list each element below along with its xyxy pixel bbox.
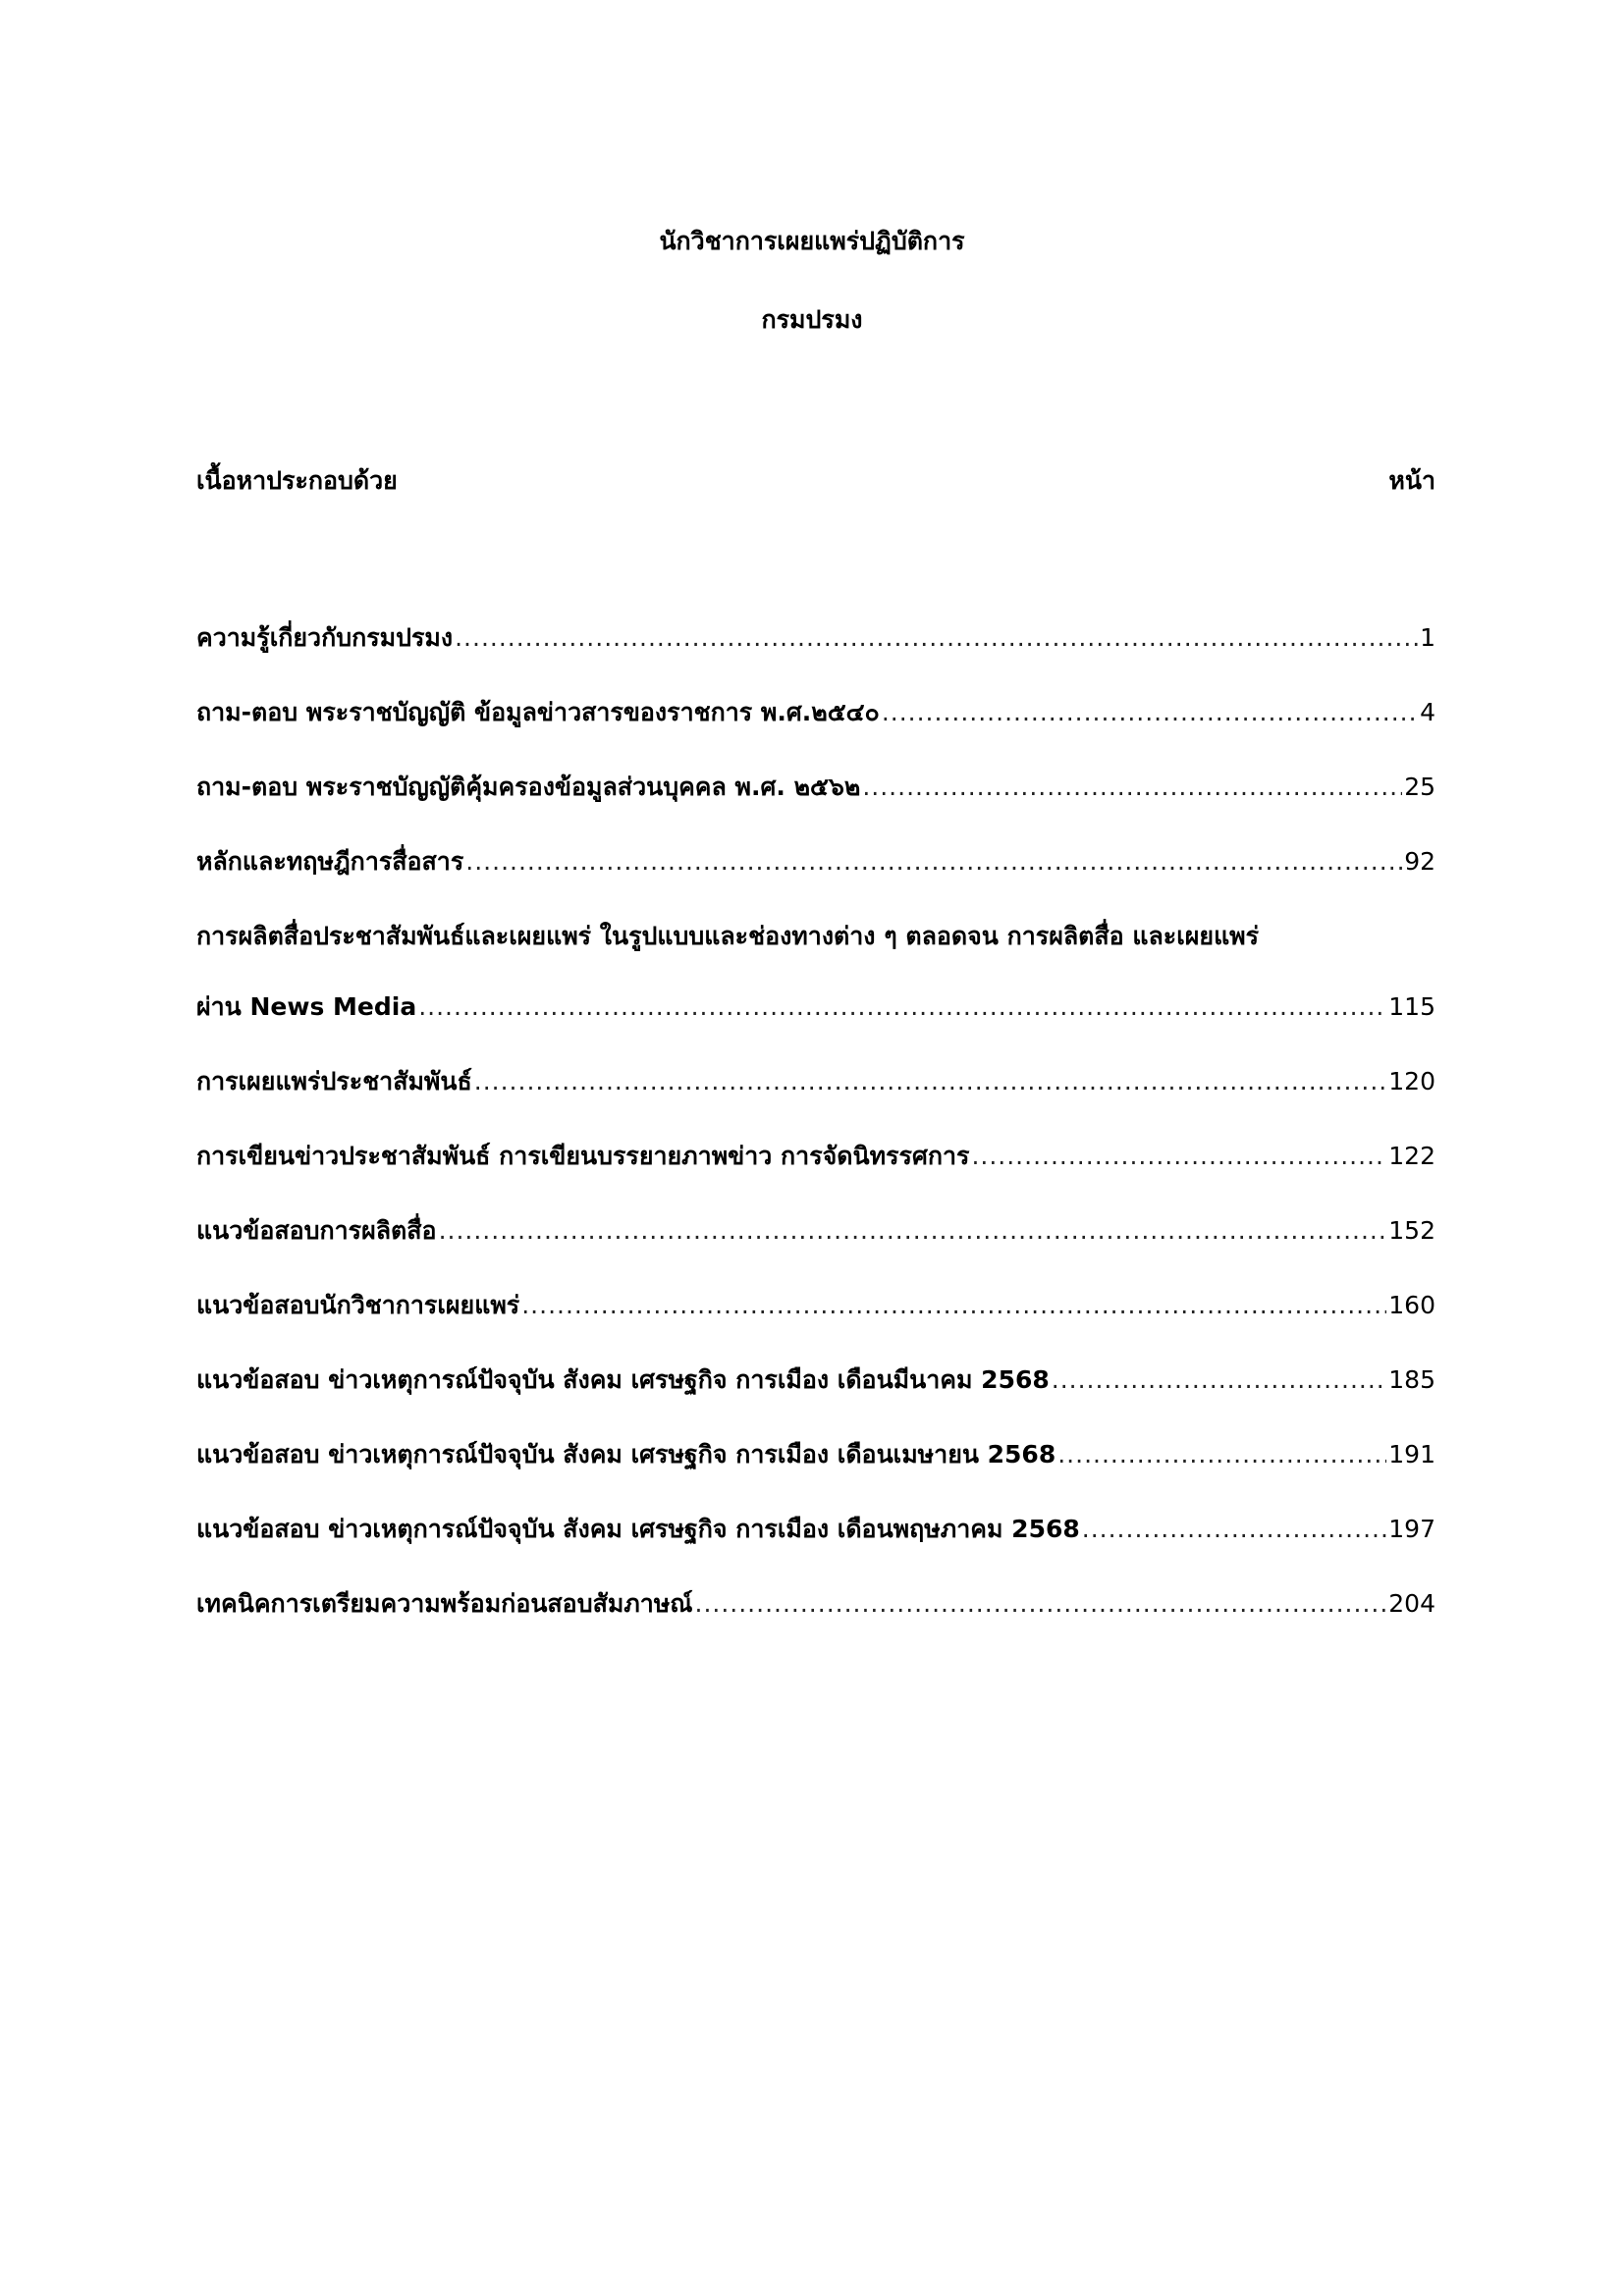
toc-entry-page: 160 <box>1388 1291 1435 1319</box>
dot-leader <box>1082 1508 1387 1551</box>
dot-leader <box>882 691 1418 734</box>
dot-leader <box>695 1582 1387 1626</box>
toc-entry-title: แนวข้อสอบนักวิชาการเผยแพร่ <box>196 1291 520 1319</box>
toc-entry <box>196 1433 1435 1508</box>
dot-leader <box>439 1209 1387 1253</box>
dot-leader <box>1057 1433 1386 1476</box>
toc-entry-page: 25 <box>1404 773 1435 801</box>
toc-header <box>196 461 1435 501</box>
toc-entry-title: แนวข้อสอบ ข่าวเหตุการณ์ปัจจุบัน สังคม เศรษฐกิจ การเมือง เดือนเมษายน 2568 <box>196 1440 1056 1468</box>
dot-leader <box>1052 1359 1387 1402</box>
toc-entry <box>196 1284 1435 1359</box>
toc-entry-title: ถาม-ตอบ พระราชบัญญัติ ข้อมูลข่าวสารของราชการ พ.ศ.๒๕๔๐ <box>196 698 880 726</box>
table-of-contents <box>196 616 1435 1657</box>
dot-leader <box>862 766 1402 809</box>
toc-entry-title: แนวข้อสอบ ข่าวเหตุการณ์ปัจจุบัน สังคม เศรษฐกิจ การเมือง เดือนพฤษภาคม 2568 <box>196 1515 1080 1543</box>
toc-entry-page: 122 <box>1388 1142 1435 1170</box>
toc-entry <box>196 1135 1435 1209</box>
toc-entry <box>196 840 1435 915</box>
toc-entry <box>196 616 1435 691</box>
toc-entry-page: 191 <box>1388 1440 1435 1468</box>
dot-leader <box>971 1135 1386 1178</box>
toc-entry-page: 120 <box>1388 1067 1435 1095</box>
toc-entry-page: 4 <box>1420 698 1435 726</box>
toc-entry-page: 92 <box>1404 847 1435 876</box>
toc-entry-title: ความรู้เกี่ยวกับกรมปรมง <box>196 623 454 652</box>
toc-entry-page: 152 <box>1388 1216 1435 1245</box>
toc-entry-title: แนวข้อสอบการผลิตสื่อ <box>196 1216 437 1245</box>
toc-entry <box>196 691 1435 766</box>
toc-entry <box>196 915 1435 1060</box>
toc-entry-title: เทคนิคการเตรียมความพร้อมก่อนสอบสัมภาษณ์ <box>196 1589 693 1618</box>
toc-entry <box>196 1508 1435 1582</box>
toc-entry-page: 197 <box>1388 1515 1435 1543</box>
contents-label: เนื้อหาประกอบด้วย <box>196 466 398 495</box>
toc-entry <box>196 766 1435 840</box>
toc-entry <box>196 1209 1435 1284</box>
toc-entry-title: แนวข้อสอบ ข่าวเหตุการณ์ปัจจุบัน สังคม เศรษฐกิจ การเมือง เดือนมีนาคม 2568 <box>196 1365 1050 1394</box>
toc-entry-title: ถาม-ตอบ พระราชบัญญัติคุ้มครองข้อมูลส่วนบุคคล พ.ศ. ๒๕๖๒ <box>196 773 861 801</box>
toc-entry-page: 185 <box>1388 1365 1435 1394</box>
dot-leader <box>465 840 1402 883</box>
toc-entry <box>196 1582 1435 1657</box>
dot-leader <box>418 986 1386 1029</box>
toc-entry-page: 204 <box>1388 1589 1435 1618</box>
toc-entry-title-line1: การผลิตสื่อประชาสัมพันธ์และเผยแพร่ ในรูปแบบและช่องทางต่าง ๆ ตลอดจน การผลิตสื่อ และเผยแพร่ <box>196 922 1260 950</box>
toc-entry-title-line2: ผ่าน News Media <box>196 992 417 1021</box>
toc-entry-page: 1 <box>1420 623 1435 652</box>
dot-leader <box>455 616 1418 660</box>
toc-entry <box>196 1060 1435 1135</box>
toc-entry-title: หลักและทฤษฎีการสื่อสาร <box>196 847 464 876</box>
toc-entry-title: การเผยแพร่ประชาสัมพันธ์ <box>196 1067 472 1095</box>
page-column-label: หน้า <box>1388 466 1435 495</box>
dot-leader <box>474 1060 1387 1103</box>
document-subtitle: กรมปรมง <box>761 305 863 334</box>
toc-entry-title: การเขียนข่าวประชาสัมพันธ์ การเขียนบรรยายภาพข่าว การจัดนิทรรศการ <box>196 1142 970 1170</box>
toc-entry <box>196 1359 1435 1433</box>
document-title: นักวิชาการเผยแพร่ปฏิบัติการ <box>659 227 965 255</box>
dot-leader <box>521 1284 1386 1327</box>
toc-entry-page: 115 <box>1388 992 1435 1021</box>
